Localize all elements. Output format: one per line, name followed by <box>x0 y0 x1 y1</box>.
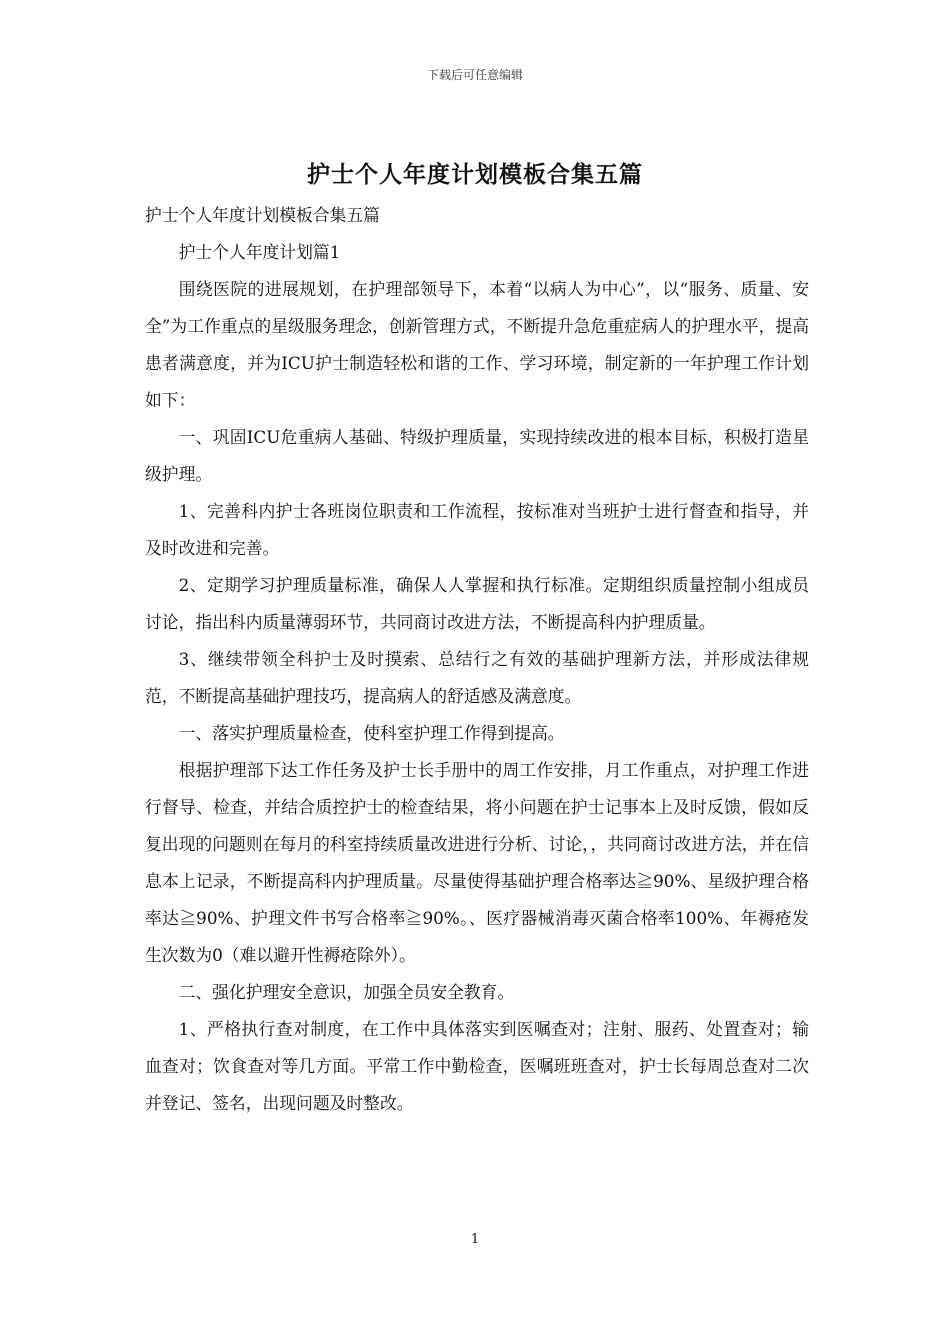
list-item: 3、继续带领全科护士及时摸索、总结行之有效的基础护理新方法，并形成法律规范，不断提高基础护理技巧，提高病人的舒适感及满意度。 <box>145 649 809 706</box>
list-item: 1、完善科内护士各班岗位职责和工作流程，按标准对当班护士进行督查和指导，并及时改进和完善。 <box>145 501 809 558</box>
section-heading: 二、强化护理安全意识，加强全员安全教育。 <box>178 982 515 1002</box>
subtitle-paragraph: 护士个人年度计划模板合集五篇 <box>145 205 380 225</box>
document-title: 护士个人年度计划模板合集五篇 <box>307 161 643 188</box>
section-heading: 护士个人年度计划篇1 <box>178 242 341 262</box>
list-item: 2、定期学习护理质量标准，确保人人掌握和执行标准。定期组织质量控制小组成员讨论，指出科内质量薄弱环节，共同商讨改进方法，不断提高科内护理质量。 <box>145 575 809 632</box>
body-paragraph: 根据护理部下达工作任务及护士长手册中的周工作安排，月工作重点，对护理工作进行督导、检查，并结合质控护士的检查结果，将小问题在护士记事本上及时反馈，假如反复出现的问题则在每月的科室持续质量改进进行分析、讨论，，共同商讨改进方法，并在信息本上记录，不断提高科内护理质量。尽量使得基础护理合格率达≧90%、星级护理合格率达≧90%、护理文件书写合格率≧90%。、医疗器械消毒灭菌合格率100%、年褥疮发生次数为0（难以避开性褥疮除外）。 <box>145 760 809 965</box>
section-heading: 一、巩固ICU危重病人基础、特级护理质量，实现持续改进的根本目标，积极打造星级护理。 <box>145 427 809 484</box>
section-heading: 一、落实护理质量检查，使科室护理工作得到提高。 <box>178 723 565 743</box>
body-paragraph: 围绕医院的进展规划，在护理部领导下，本着“以病人为中心”，以“服务、质量、安全”为工作重点的星级服务理念，创新管理方式，不断提升急危重症病人的护理水平，提高患者满意度，并为ICU护士制造轻松和谐的工作、学习环境，制定新的一年护理工作计划如下： <box>145 279 809 410</box>
list-item: 1、严格执行查对制度，在工作中具体落实到医嘱查对；注射、服药、处置查对；输血查对；饮食查对等几方面。平常工作中勤检查，医嘱班班查对，护士长每周总查对二次并登记、签名，出现问题及时整改。 <box>145 1019 809 1113</box>
header-note: 下载后可任意编辑 <box>426 68 523 82</box>
document-body <box>145 197 809 1122</box>
page-number: 1 <box>470 1232 480 1247</box>
